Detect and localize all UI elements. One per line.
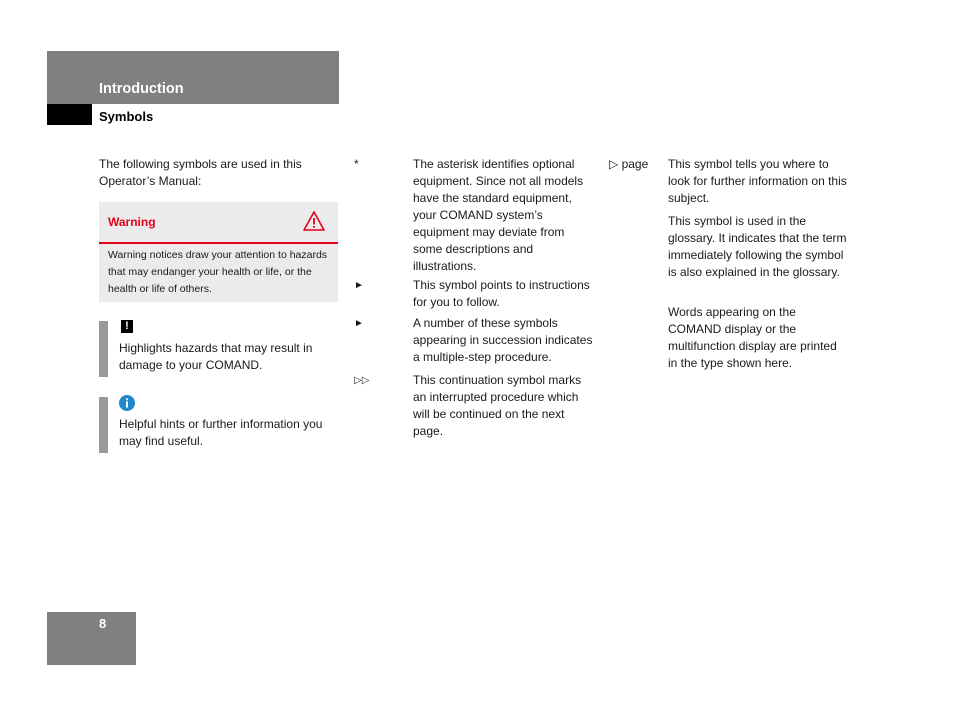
warning-text: Warning notices draw your attention to hazards that may endanger your health or life, or the health or life of others. (108, 249, 328, 295)
arrow-symbol: ► (354, 318, 364, 329)
note-bar (99, 397, 108, 453)
note-bar (99, 321, 108, 377)
warning-header (99, 202, 338, 244)
continuation-symbol: ▷▷ (354, 375, 370, 386)
asterisk-symbol: * (354, 157, 359, 171)
header-banner (47, 51, 339, 104)
info-icon (119, 395, 135, 411)
warning-label: Warning (108, 215, 156, 229)
page-number-box (47, 612, 136, 665)
continuation-description: This continuation symbol marks an interrupted procedure which will be continued on the next page. (413, 373, 582, 438)
arrow-description: This symbol points to instructions for you to follow. (413, 278, 590, 309)
multistep-description: A number of these symbols appearing in succession indicates a multiple-step procedure. (413, 316, 593, 364)
hazard-note-text: Highlights hazards that may result in damage to your COMAND. (119, 341, 313, 372)
exclamation-icon: ! (121, 320, 133, 333)
chapter-title: Introduction (99, 81, 184, 97)
warning-triangle-icon (303, 210, 325, 232)
display-text-description: Words appearing on the COMAND display or the multifunction display are printed in the type shown here. (668, 305, 837, 370)
arrow-symbol: ► (354, 280, 364, 291)
section-title: Symbols (99, 109, 154, 124)
intro-paragraph: The following symbols are used in this Operator’s Manual: (99, 157, 302, 188)
page-ref-description: This symbol tells you where to look for further information on this subject. (668, 157, 847, 205)
asterisk-description: The asterisk identifies optional equipment. Since not all models have the standard equipment, your COMAND system’s equipment may deviate from some descriptions and illustrations. (413, 157, 584, 273)
warning-box (99, 202, 338, 302)
page-ref-symbol: ▷ page (609, 157, 649, 171)
glossary-description: This symbol is used in the glossary. It indicates that the term immediately following the symbol is also explained in the glossary. (668, 214, 847, 279)
page-number: 8 (99, 616, 107, 631)
section-tab-marker (47, 104, 92, 125)
info-note-text: Helpful hints or further information you may find useful. (119, 417, 323, 448)
